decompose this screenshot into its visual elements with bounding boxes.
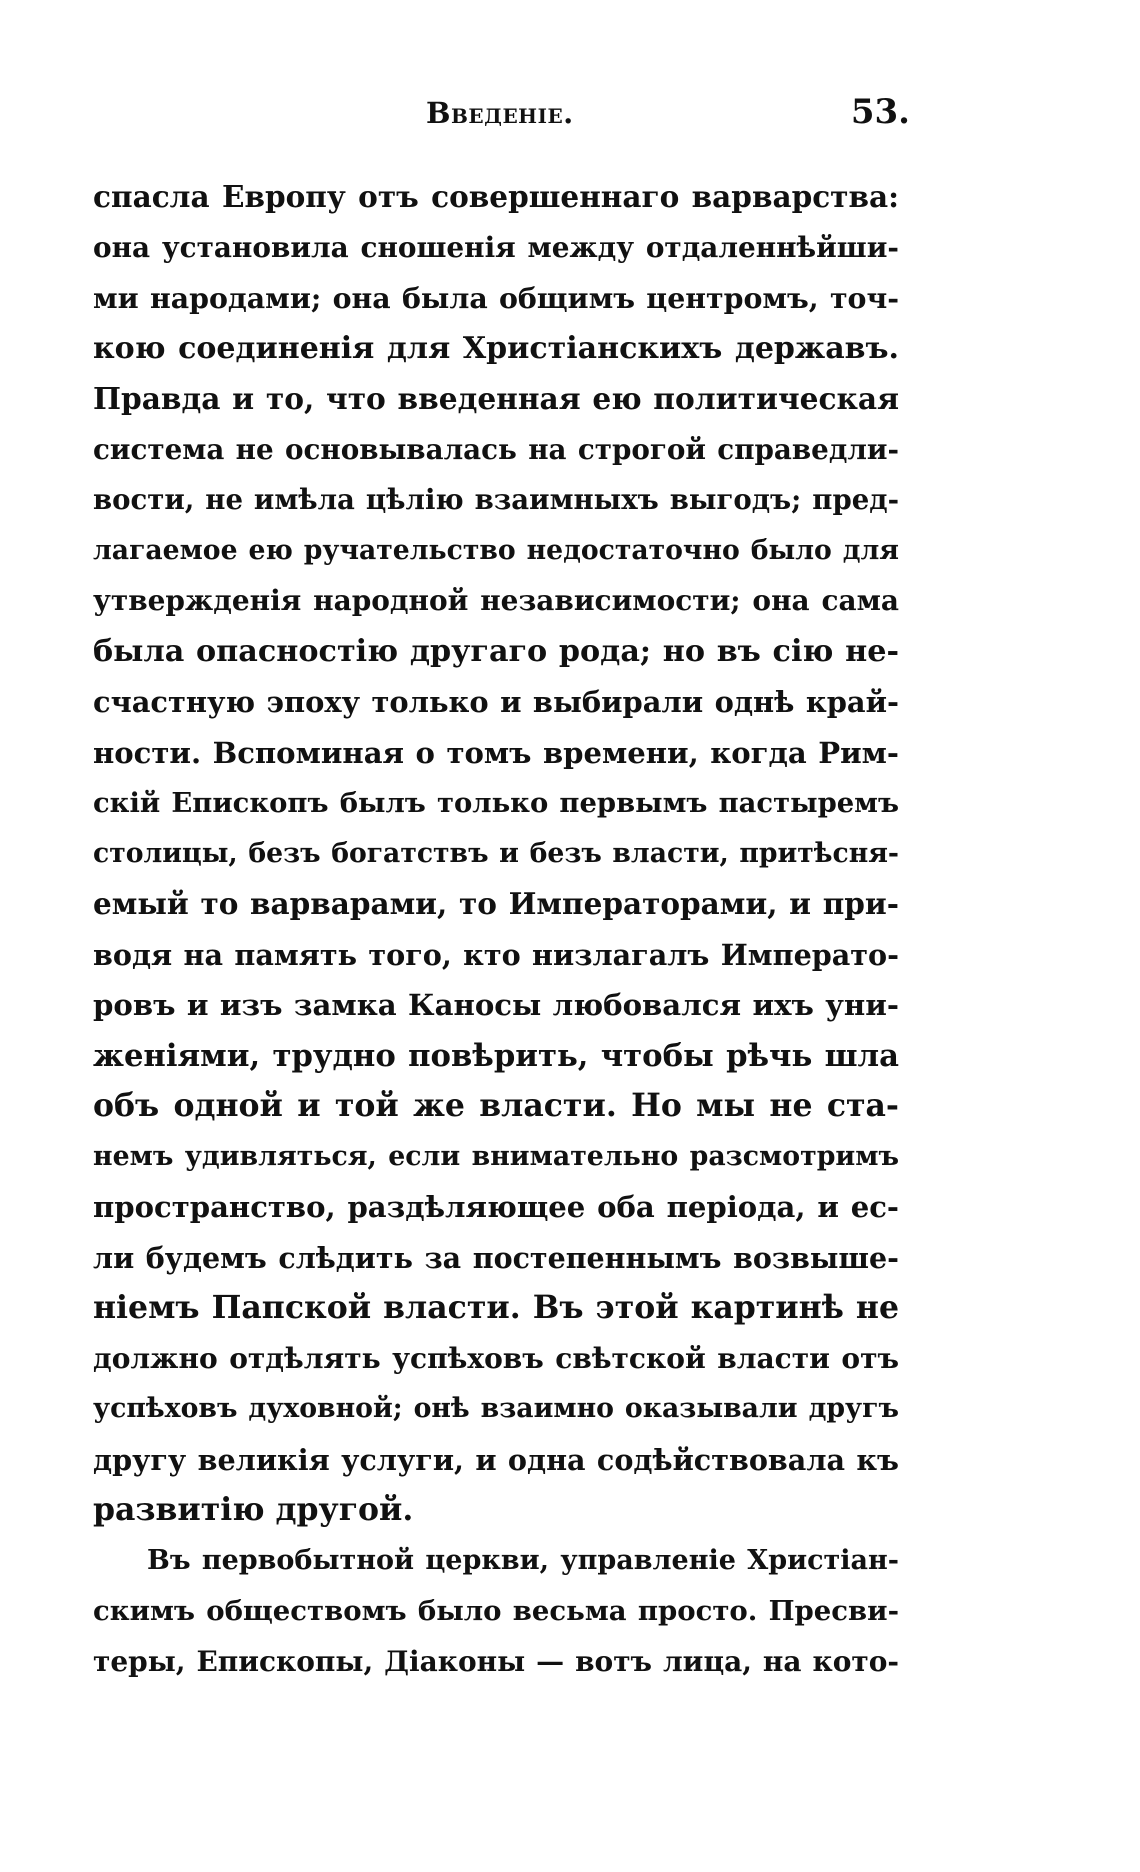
text-line: женіями, трудно повѣрить, чтобы рѣчь шла: [93, 1037, 899, 1074]
text-line: спасла Европу отъ совершеннаго варварства:: [93, 179, 899, 214]
text-line: скій Епископъ былъ только первымъ пастыремъ: [93, 787, 899, 819]
text-line: развитію другой.: [93, 1491, 414, 1528]
text-line: столицы, безъ богатствъ и безъ власти, притѣсня-: [93, 837, 899, 869]
text-line: ли будемъ слѣдить за постепеннымъ возвыше-: [93, 1240, 899, 1275]
text-line: Въ первобытной церкви, управленіе Христіан-: [147, 1544, 899, 1576]
running-header: [90, 92, 910, 136]
text-line: ми народами; она была общимъ центромъ, точ-: [93, 281, 899, 315]
text-line: немъ удивляться, если внимательно разсмотримъ: [93, 1140, 899, 1172]
text-line: должно отдѣлять успѣховъ свѣтской власти отъ: [93, 1341, 899, 1375]
page-number: 53.: [850, 92, 910, 132]
text-line: водя на память того, кто низлагалъ Императо-: [93, 937, 899, 972]
text-line: объ одной и той же власти. Но мы не ста-: [93, 1087, 899, 1124]
text-line: кою соединенія для Христіанскихъ державъ.: [93, 330, 899, 366]
text-line: теры, Епископы, Діаконы — вотъ лица, на кото-: [93, 1644, 899, 1678]
text-line: ности. Вспоминая о томъ времени, когда Рим-: [93, 735, 899, 770]
text-line: успѣховъ духовной; онѣ взаимно оказывали другъ: [93, 1393, 899, 1424]
text-line: вости, не имѣла цѣлію взаимныхъ выгодъ; пред-: [93, 484, 899, 516]
text-line: была опасностію другаго рода; но въ сію не-: [93, 633, 899, 669]
text-line: она установила сношенія между отдаленнѣйши-: [93, 230, 899, 264]
text-line: утвержденія народной независимости; она сама: [93, 584, 899, 617]
body-text: [93, 172, 899, 1687]
text-line: емый то варварами, то Императорами, и при-: [93, 886, 899, 921]
text-line: система не основывалась на строгой справедли-: [93, 432, 899, 466]
paragraph-2: [93, 1536, 899, 1688]
running-title: Введеніе.: [426, 96, 574, 130]
text-line: счастную эпоху только и выбирали однѣ край-: [93, 685, 899, 719]
text-line: лагаемое ею ручательство недостаточно было для: [93, 534, 899, 566]
text-line: другу великія услуги, и одна содѣйствовала къ: [93, 1442, 899, 1477]
text-line: Правда и то, что введенная ею политическая: [93, 381, 899, 416]
text-line: ніемъ Папской власти. Въ этой картинѣ не: [93, 1289, 899, 1326]
paragraph-1: [93, 172, 899, 1536]
text-line: ровъ и изъ замка Каносы любовался ихъ уни-: [93, 988, 899, 1022]
text-line: пространство, раздѣляющее оба періода, и ес-: [93, 1190, 899, 1224]
text-line: скимъ обществомъ было весьма просто. Пресви-: [93, 1595, 899, 1627]
